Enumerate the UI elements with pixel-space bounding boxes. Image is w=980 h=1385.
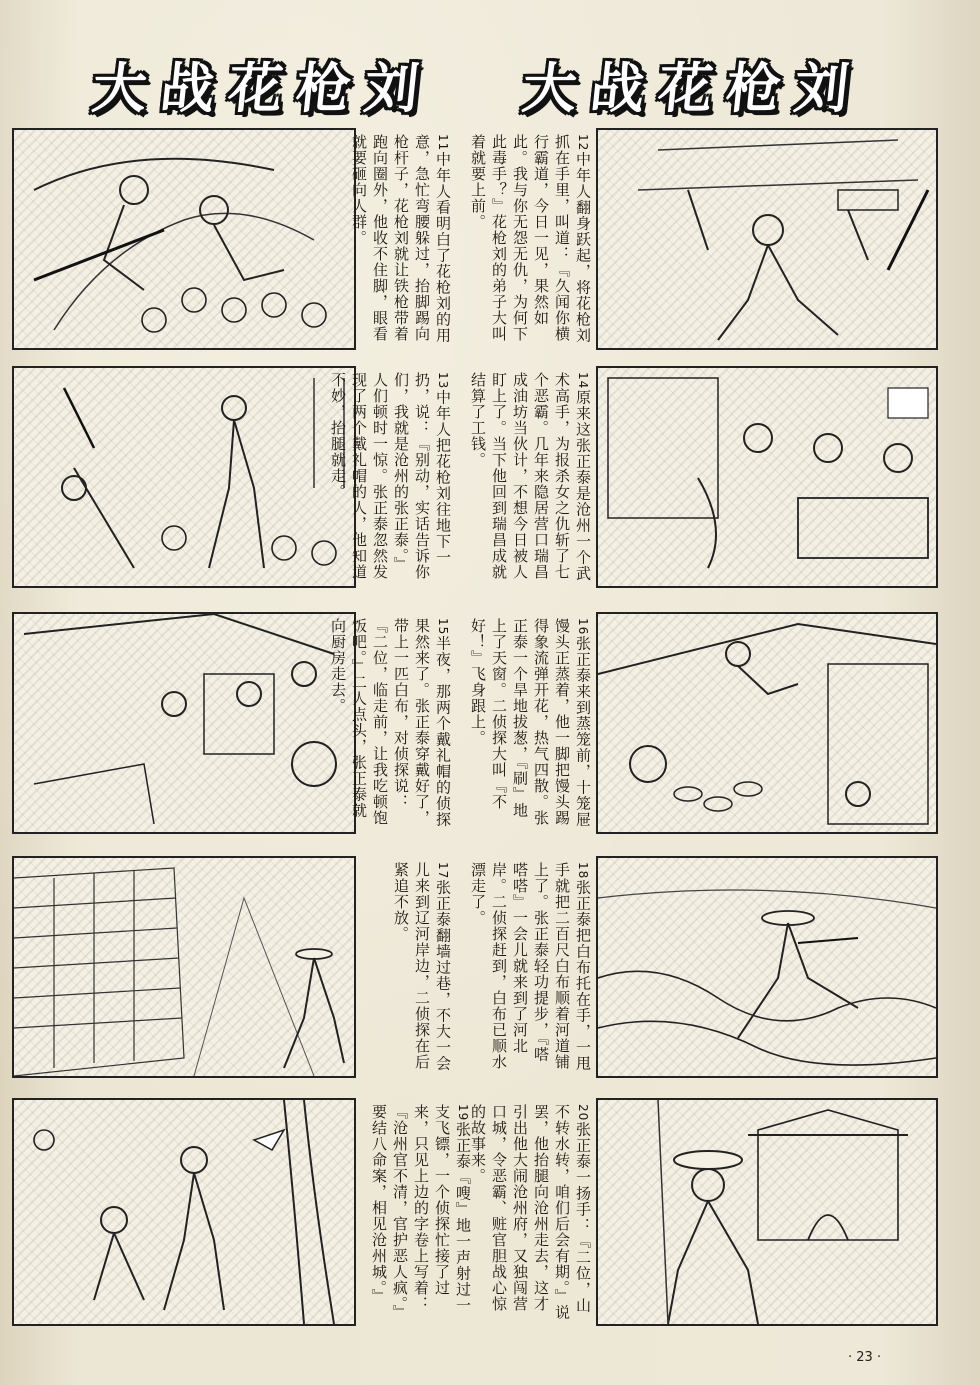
courtyard-illustration <box>14 614 354 832</box>
frame-number: 12 <box>576 134 590 152</box>
panel-11-illustration <box>12 128 356 350</box>
frame-text: 原来这张正泰是沧州一个武术高手，为报杀女之仇斩了七个恶霸。几年来隐居营口瑞昌成油坊当伙计，不想今日被人盯上了。当下他回到瑞昌成就结算了工钱。 <box>469 372 592 582</box>
frame-text: 中年人翻身跃起，将花枪刘抓在手里，叫道：『久闻你横行霸道，今日一见，果然如此。我与你无怨无仇，为何下此毒手？』花枪刘的弟子大叫着就要上前。 <box>469 134 592 344</box>
caption-20 <box>469 1104 593 1322</box>
frame-number: 18 <box>576 862 590 880</box>
panel-18-illustration <box>596 856 938 1078</box>
frame-text: 中年人看明白了花枪刘的用意，急忙弯腰躲过，抬脚踢向枪杆子，花枪刘就让铁枪带着跑向圈外，他收不住脚，眼看就要砸向人群。 <box>350 134 452 344</box>
caption-11 <box>350 134 453 346</box>
caption-16 <box>469 618 593 830</box>
frame-text: 张正泰来到蒸笼前，十笼屉馒头正蒸着，他一脚把馒头踢得象流弹开花，热气四散。张正泰一个旱地拔葱，『刷』地上了天窗。二侦探大叫『不好！』飞身跟上。 <box>469 618 592 828</box>
panel-14-illustration <box>596 366 938 588</box>
caption-14 <box>469 372 593 584</box>
kitchen-leap-illustration <box>598 614 936 832</box>
frame-number: 17 <box>436 862 450 880</box>
frame-text: 中年人把花枪刘往地下一扔，说：『别动，实话告诉你们，我就是沧州的张正泰。』人们顿时一惊。张正泰忽然发现了两个戴礼帽的人，他知道不妙，抬腿就走。 <box>329 372 452 580</box>
fight-scene-illustration <box>598 130 936 348</box>
panel-12-illustration <box>596 128 938 350</box>
caption-13 <box>329 372 453 584</box>
alley-wall-illustration <box>14 858 354 1076</box>
panel-15-illustration <box>12 612 356 834</box>
caption-17 <box>355 862 453 1074</box>
city-gate-illustration <box>598 1100 936 1324</box>
page-title-left: 大战花枪刘 <box>89 55 436 120</box>
panel-13-illustration <box>12 366 356 588</box>
frame-number: 14 <box>576 372 590 390</box>
fight-scene-illustration <box>14 130 354 348</box>
dart-scene-illustration <box>14 1100 354 1324</box>
frame-number: 20 <box>576 1104 590 1122</box>
panel-19-illustration <box>12 1098 356 1326</box>
frame-number: 15 <box>436 618 450 636</box>
caption-19 <box>355 1104 473 1322</box>
river-crossing-illustration <box>598 858 936 1076</box>
caption-12 <box>469 134 593 346</box>
frame-number: 11 <box>436 134 450 152</box>
caption-18 <box>469 862 593 1074</box>
panel-20-illustration <box>596 1098 938 1326</box>
frame-text: 张正泰翻墙过巷，不大一会儿来到辽河岸边，二侦探在后紧追不放。 <box>392 862 452 1072</box>
panel-17-illustration <box>12 856 356 1078</box>
title-banner <box>48 38 908 130</box>
shop-interior-illustration <box>598 368 936 586</box>
page-title-right: 大战花枪刘 <box>519 55 866 120</box>
frame-number: 16 <box>576 618 590 636</box>
frame-number: 13 <box>436 372 450 390</box>
caption-15 <box>329 618 453 830</box>
frame-number: 19 <box>456 1104 470 1122</box>
panel-16-illustration <box>596 612 938 834</box>
frame-text: 半夜，那两个戴礼帽的侦探果然来了。张正泰穿戴好了，带上一匹白布，对侦探说：『二位，临走前，让我吃顿饱饭吧。』二人点头，张正泰就向厨房走去。 <box>329 618 452 828</box>
frame-text: 张正泰一扬手：『二位，山不转水转，咱们后会有期。』说罢，他抬腿向沧州走去，这才引出他大闹沧州府，又独闯营口城，令恶霸、赃官胆战心惊的故事来。 <box>469 1104 592 1321</box>
frame-text: 张正泰把白布托在手，一甩手就把二百尺白布顺着河道铺上了。张正泰轻功提步，『嗒嗒嗒』一会儿就来到了河北岸。二侦探赶到，白布已顺水漂走了。 <box>469 862 592 1072</box>
page-number: · 23 · <box>848 1350 882 1365</box>
frame-text: 张正泰『嗖』地一声射过一支飞镖，一个侦探忙接了过来，只见上边的字卷上写着：『沧州官不清，官护恶人疯。』要结八命案，相见沧州城。』 <box>370 1104 472 1321</box>
crowd-scene-illustration <box>14 368 354 586</box>
